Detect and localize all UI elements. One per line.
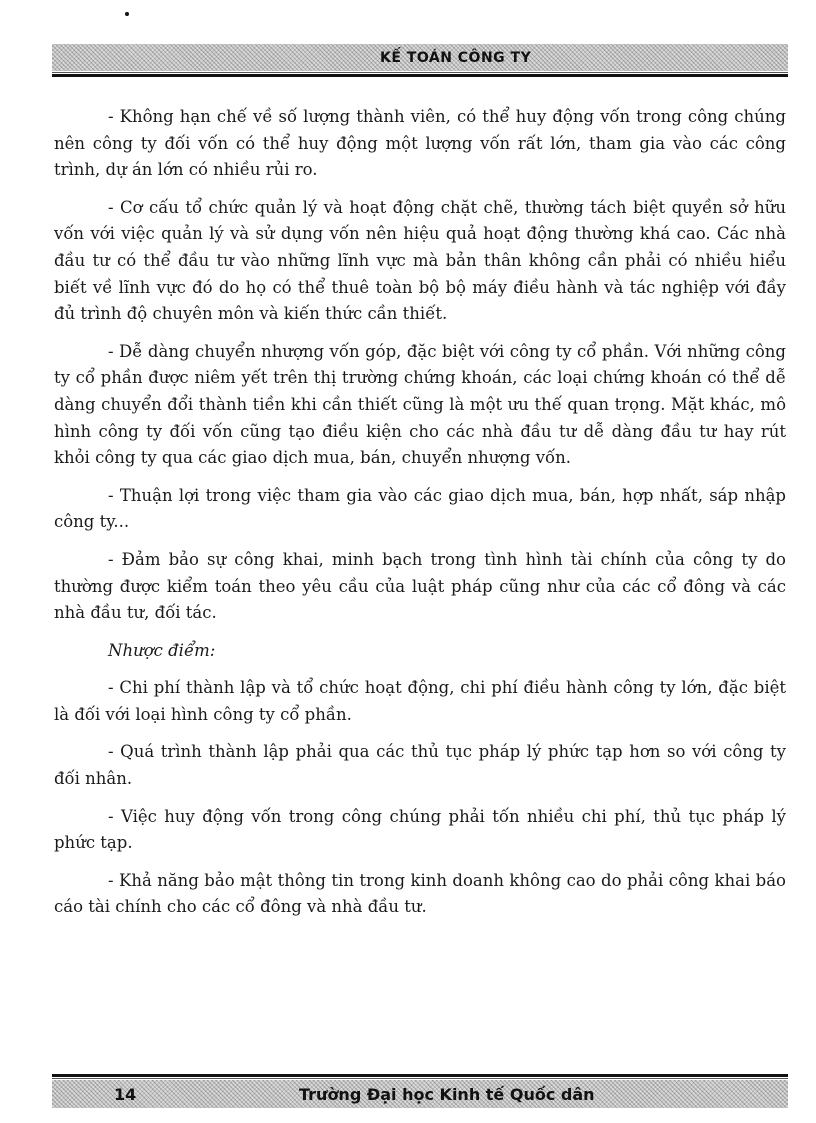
paragraph-complex-procedures: - Quá trình thành lập phải qua các thủ tục pháp lý phức tạp hơn so với công ty đối nhân. — [54, 742, 786, 789]
section-heading-disadvantages: Nhược điểm: — [108, 640, 216, 660]
paragraph-information-security: - Khả năng bảo mật thông tin trong kinh doanh không cao do phải công khai báo cáo tài chính cho các cổ đông và nhà đầu tư. — [54, 870, 786, 917]
paragraph-organization-structure: - Cơ cấu tổ chức quản lý và hoạt động chặt chẽ, thường tách biệt quyền sở hữu vốn với việc quản lý và sử dụng vốn nên hiệu quả hoạt động thường khá cao. Các nhà đầu tư có thể đầu tư vào những lĩnh vực mà bản thân không cần phải có nhiều hiểu biết về lĩnh vực đó do họ có thể thuê toàn bộ bộ máy điều hành và tác nghiệp với đầy đủ trình độ chuyên môn và kiến thức cần thiết. — [54, 197, 786, 324]
page-content — [54, 104, 786, 932]
header-title: KẾ TOÁN CÔNG TY — [380, 49, 532, 66]
paragraph-transparency: - Đảm bảo sự công khai, minh bạch trong tình hình tài chính của công ty do thường được kiểm toán theo yêu cầu của luật pháp cũng như của các cổ đông và các nhà đầu tư, đối tác. — [54, 549, 786, 623]
page-number: 14 — [114, 1084, 137, 1104]
paragraph-high-costs: - Chi phí thành lập và tổ chức hoạt động, chi phí điều hành công ty lớn, đặc biệt là đối với loại hình công ty cổ phần. — [54, 678, 786, 724]
footer-title: Trường Đại học Kinh tế Quốc dân — [299, 1084, 595, 1104]
paragraph-capital-transfer: - Dễ dàng chuyển nhượng vốn góp, đặc biệt với công ty cổ phần. Với những công ty cổ phần được niêm yết trên thị trường chứng khoán, các loại chứng khoán có thể dễ dàng chuyển đổi thành tiền khi cần thiết cũng là một ưu thế quan trọng. Mặt khác, mô hình công ty đối vốn cũng tạo điều kiện cho các nhà đầu tư dễ dàng đầu tư hay rút khỏi công ty qua các giao dịch mua, bán, chuyển nhượng vốn. — [54, 341, 786, 468]
footer-band — [52, 1080, 788, 1108]
paragraph-public-fundraising: - Việc huy động vốn trong công chúng phải tốn nhiều chi phí, thủ tục pháp lý phức tạp. — [54, 806, 786, 853]
header-band — [52, 44, 788, 71]
paragraph-unlimited-members: - Không hạn chế về số lượng thành viên, có thể huy động vốn trong công chúng nên công ty đối vốn có thể huy động một lượng vốn rất lớn, tham gia vào các công trình, dự án lớn có nhiều rủi ro. — [54, 107, 786, 180]
paragraph-transactions: - Thuận lợi trong việc tham gia vào các giao dịch mua, bán, hợp nhất, sáp nhập công ty... — [54, 485, 786, 532]
ink-dot — [125, 12, 129, 16]
